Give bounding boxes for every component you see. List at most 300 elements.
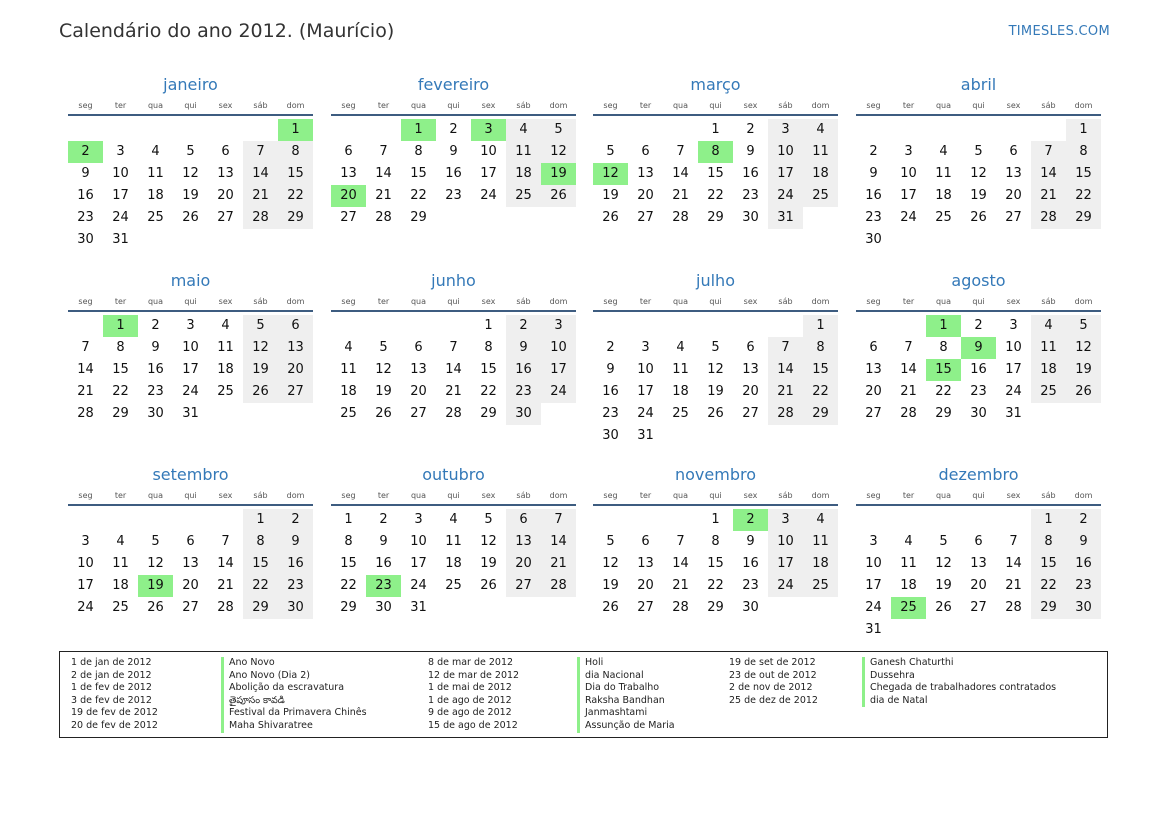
day-cell: 27 [217,210,234,225]
day-cell: 24 [182,384,199,399]
empty-cell [1031,119,1066,141]
day-cell: 4 [939,144,948,159]
weekday-label: sáb [253,101,268,110]
day-cell: 28 [1031,207,1066,229]
day-cell: 6 [221,144,230,159]
day-cell: 25 [672,406,689,421]
weekday-label: dom [1074,491,1093,500]
day-cell: 9 [869,166,878,181]
weekday-label: sex [743,101,758,110]
weekday-label: sex [218,297,233,306]
month-4 [68,270,313,425]
day-cell: 20 [637,188,654,203]
legend-date: 1 de fev de 2012 [71,682,152,694]
day-cell: 30 [742,600,759,615]
day-cell: 29 [410,210,427,225]
day-cell: 18 [506,163,541,185]
legend-date: 23 de out de 2012 [729,669,817,681]
legend-holiday-name: Janmashtami [577,707,675,720]
day-cell: 7 [768,337,803,359]
holiday-day-cell: 8 [698,141,733,163]
weekday-label: sáb [1041,101,1056,110]
weekday-label: sáb [516,491,531,500]
weekday-label: sáb [516,101,531,110]
weekday-label: sáb [516,297,531,306]
day-grid [593,119,838,229]
weekday-label: qua [410,491,427,500]
day-cell: 21 [672,188,689,203]
day-cell: 4 [116,534,125,549]
day-cell: 16 [147,362,164,377]
empty-cell [628,119,663,141]
weekday-label: seg [866,491,881,500]
day-grid [331,119,576,229]
empty-cell [173,509,208,531]
day-cell: 10 [768,531,803,553]
day-cell: 12 [147,556,164,571]
legend-dates-column [729,657,818,707]
day-cell: 22 [243,575,278,597]
day-cell: 3 [768,509,803,531]
day-cell: 11 [1031,337,1066,359]
day-cell: 31 [637,428,654,443]
day-cell: 17 [77,578,94,593]
empty-cell [103,509,138,531]
weekday-label: dom [549,491,568,500]
weekday-label: seg [341,491,356,500]
day-cell: 6 [278,315,313,337]
day-cell: 29 [707,600,724,615]
day-cell: 20 [637,578,654,593]
day-cell: 3 [1009,318,1018,333]
day-cell: 15 [480,362,497,377]
day-cell: 16 [602,384,619,399]
day-cell: 2 [746,122,755,137]
legend-date: 2 de nov de 2012 [729,682,813,694]
weekday-label: dom [286,491,305,500]
holiday-day-cell: 3 [471,119,506,141]
weekday-label: sáb [778,101,793,110]
day-cell: 14 [217,556,234,571]
weekday-label: sáb [253,297,268,306]
day-cell: 24 [637,406,654,421]
day-cell: 13 [1005,166,1022,181]
day-cell: 7 [676,534,685,549]
day-cell: 18 [672,384,689,399]
day-cell: 12 [243,337,278,359]
weekday-header [593,489,838,503]
day-cell: 10 [182,340,199,355]
month-5 [331,270,576,425]
day-cell: 23 [278,575,313,597]
weekday-label: qui [184,101,197,110]
day-cell: 29 [278,207,313,229]
day-cell: 9 [449,144,458,159]
day-cell: 15 [112,362,129,377]
empty-cell [331,119,366,141]
day-cell: 26 [602,210,619,225]
day-cell: 26 [1066,381,1101,403]
day-cell: 23 [147,384,164,399]
weekday-header [68,489,313,503]
day-cell: 24 [541,381,576,403]
day-cell: 28 [375,210,392,225]
day-cell: 18 [803,553,838,575]
day-cell: 21 [1005,578,1022,593]
day-cell: 25 [803,575,838,597]
day-cell: 28 [445,406,462,421]
day-cell: 20 [970,578,987,593]
day-cell: 6 [1009,144,1018,159]
month-name: julho [696,271,735,290]
weekday-label: sex [743,491,758,500]
holiday-day-cell: 25 [891,597,926,619]
day-cell: 28 [672,210,689,225]
day-cell: 10 [865,556,882,571]
holiday-day-cell: 23 [366,575,401,597]
legend-names-column [577,657,675,733]
day-cell: 2 [278,509,313,531]
day-cell: 26 [541,185,576,207]
day-cell: 29 [1066,207,1101,229]
empty-cell [856,119,891,141]
legend-date: 25 de dez de 2012 [729,694,818,706]
day-cell: 11 [147,166,164,181]
weekday-label: qua [147,101,164,110]
legend-date: 1 de ago de 2012 [428,694,512,706]
day-cell: 17 [541,359,576,381]
day-cell: 18 [935,188,952,203]
day-cell: 16 [742,556,759,571]
day-cell: 12 [480,534,497,549]
weekday-label: qua [147,491,164,500]
day-cell: 15 [707,166,724,181]
header-divider [856,504,1101,506]
day-cell: 13 [637,166,654,181]
day-cell: 25 [1031,381,1066,403]
header-divider [68,504,313,506]
day-cell: 24 [768,575,803,597]
weekday-label: qua [672,101,689,110]
weekday-label: qua [410,101,427,110]
weekday-label: sáb [1041,297,1056,306]
brand-link[interactable]: TIMESLES.COM [1008,24,1110,39]
day-cell: 29 [935,406,952,421]
holiday-day-cell: 2 [68,141,103,163]
day-cell: 30 [742,210,759,225]
day-cell: 25 [803,185,838,207]
legend-holiday-name: Festival da Primavera Chinês [221,707,367,720]
day-cell: 30 [278,597,313,619]
day-grid [593,315,838,447]
day-cell: 1 [711,122,720,137]
empty-cell [628,315,663,337]
day-cell: 11 [112,556,129,571]
day-grid [68,119,313,251]
day-cell: 9 [746,534,755,549]
day-cell: 13 [637,556,654,571]
month-name: dezembro [938,465,1019,484]
day-cell: 14 [541,531,576,553]
weekday-label: sex [218,491,233,500]
day-cell: 22 [935,384,952,399]
day-cell: 11 [803,141,838,163]
day-cell: 31 [112,232,129,247]
day-cell: 21 [375,188,392,203]
day-cell: 22 [803,381,838,403]
day-cell: 7 [243,141,278,163]
weekday-header [331,489,576,503]
legend-date: 1 de mai de 2012 [428,682,512,694]
day-grid [331,315,576,425]
empty-cell [208,509,243,531]
weekday-label: seg [78,297,93,306]
day-cell: 30 [506,403,541,425]
day-cell: 4 [506,119,541,141]
day-cell: 3 [541,315,576,337]
month-1 [331,74,576,229]
empty-cell [961,509,996,531]
holiday-day-cell: 19 [138,575,173,597]
empty-cell [243,119,278,141]
day-cell: 26 [375,406,392,421]
day-cell: 19 [602,578,619,593]
weekday-label: ter [902,491,915,500]
day-cell: 4 [151,144,160,159]
day-cell: 4 [344,340,353,355]
day-cell: 21 [900,384,917,399]
day-cell: 24 [480,188,497,203]
day-cell: 16 [506,359,541,381]
day-cell: 22 [707,578,724,593]
weekday-label: dom [1074,101,1093,110]
day-cell: 24 [1005,384,1022,399]
day-cell: 11 [506,141,541,163]
weekday-label: seg [341,101,356,110]
day-cell: 6 [641,534,650,549]
weekday-label: qui [709,297,722,306]
empty-cell [961,119,996,141]
day-cell: 15 [340,556,357,571]
legend-names-column [862,657,1056,707]
day-cell: 10 [541,337,576,359]
day-cell: 1 [243,509,278,531]
day-grid [856,119,1101,251]
weekday-label: qua [672,491,689,500]
legend-holiday-name: Chegada de trabalhadores contratados [862,682,1056,695]
day-cell: 27 [340,210,357,225]
day-cell: 5 [151,534,160,549]
weekday-label: ter [377,297,390,306]
day-cell: 27 [865,406,882,421]
day-cell: 1 [1031,509,1066,531]
day-grid [68,509,313,619]
day-cell: 1 [1066,119,1101,141]
day-cell: 21 [1031,185,1066,207]
day-cell: 28 [900,406,917,421]
weekday-label: sex [743,297,758,306]
day-cell: 6 [186,534,195,549]
day-cell: 4 [221,318,230,333]
day-cell: 5 [606,144,615,159]
day-cell: 2 [869,144,878,159]
day-cell: 8 [243,531,278,553]
day-cell: 8 [344,534,353,549]
month-name: novembro [675,465,756,484]
holiday-day-cell: 1 [103,315,138,337]
day-cell: 13 [217,166,234,181]
holiday-day-cell: 1 [926,315,961,337]
day-cell: 30 [602,428,619,443]
header-divider [856,310,1101,312]
weekday-label: ter [114,101,127,110]
day-cell: 23 [77,210,94,225]
weekday-label: sex [1006,101,1021,110]
legend-date: 3 de fev de 2012 [71,694,152,706]
weekday-header [856,295,1101,309]
day-cell: 11 [445,534,462,549]
day-grid [856,509,1101,641]
empty-cell [628,509,663,531]
day-grid [856,315,1101,425]
empty-cell [173,119,208,141]
legend-date: 19 de set de 2012 [729,657,816,668]
weekday-label: ter [377,491,390,500]
weekday-label: sáb [253,491,268,500]
day-cell: 7 [81,340,90,355]
day-cell: 14 [243,163,278,185]
day-cell: 5 [484,512,493,527]
day-cell: 22 [112,384,129,399]
day-cell: 19 [1066,359,1101,381]
day-cell: 14 [1031,163,1066,185]
empty-cell [663,119,698,141]
legend-date: 19 de fev de 2012 [71,707,158,719]
day-cell: 10 [480,144,497,159]
empty-cell [366,315,401,337]
day-cell: 16 [77,188,94,203]
day-cell: 31 [410,600,427,615]
legend-date: 20 de fev de 2012 [71,719,158,731]
day-cell: 27 [637,210,654,225]
day-cell: 26 [147,600,164,615]
day-cell: 30 [970,406,987,421]
weekday-label: sex [218,101,233,110]
day-cell: 23 [445,188,462,203]
day-cell: 28 [1005,600,1022,615]
weekday-label: qui [184,297,197,306]
weekday-label: dom [286,297,305,306]
day-cell: 13 [742,362,759,377]
day-cell: 27 [970,600,987,615]
weekday-label: sex [481,297,496,306]
empty-cell [138,509,173,531]
day-cell: 7 [221,534,230,549]
day-cell: 27 [506,575,541,597]
day-cell: 2 [449,122,458,137]
day-cell: 27 [742,406,759,421]
month-0 [68,74,313,251]
day-cell: 12 [707,362,724,377]
day-cell: 29 [243,597,278,619]
day-cell: 14 [445,362,462,377]
day-cell: 3 [81,534,90,549]
legend-holiday-name: Raksha Bandhan [577,695,675,708]
day-cell: 20 [742,384,759,399]
day-cell: 8 [278,141,313,163]
day-cell: 5 [243,315,278,337]
day-cell: 8 [484,340,493,355]
weekday-label: ter [902,297,915,306]
day-cell: 25 [112,600,129,615]
day-cell: 6 [641,144,650,159]
day-cell: 26 [182,210,199,225]
weekday-label: ter [902,101,915,110]
day-cell: 11 [900,556,917,571]
header-divider [593,310,838,312]
holiday-day-cell: 1 [278,119,313,141]
weekday-label: qui [447,491,460,500]
day-cell: 3 [768,119,803,141]
day-cell: 29 [340,600,357,615]
day-cell: 7 [904,340,913,355]
weekday-label: ter [639,491,652,500]
weekday-label: qui [972,297,985,306]
day-cell: 8 [803,337,838,359]
day-cell: 5 [939,534,948,549]
day-cell: 13 [410,362,427,377]
weekday-label: seg [78,491,93,500]
weekday-header [331,99,576,113]
day-cell: 5 [974,144,983,159]
day-cell: 23 [506,381,541,403]
day-cell: 26 [602,600,619,615]
month-10 [593,464,838,619]
day-cell: 25 [935,210,952,225]
day-cell: 29 [707,210,724,225]
day-cell: 9 [506,337,541,359]
weekday-label: sex [1006,297,1021,306]
day-cell: 21 [77,384,94,399]
day-cell: 29 [803,403,838,425]
day-cell: 13 [506,531,541,553]
day-cell: 14 [900,362,917,377]
empty-cell [593,119,628,141]
day-cell: 17 [410,556,427,571]
empty-cell [926,119,961,141]
day-cell: 25 [340,406,357,421]
day-cell: 21 [541,553,576,575]
day-cell: 10 [637,362,654,377]
day-cell: 29 [1031,597,1066,619]
day-cell: 25 [506,185,541,207]
empty-cell [208,119,243,141]
day-cell: 3 [641,340,650,355]
day-cell: 13 [278,337,313,359]
day-cell: 4 [676,340,685,355]
day-cell: 14 [672,166,689,181]
day-cell: 16 [970,362,987,377]
day-cell: 23 [1066,575,1101,597]
legend-date: 9 de ago de 2012 [428,707,512,719]
day-cell: 5 [711,340,720,355]
legend-holiday-name: Dussehra [862,670,1056,683]
day-cell: 25 [217,384,234,399]
day-cell: 3 [116,144,125,159]
day-grid [331,509,576,619]
day-cell: 2 [1066,509,1101,531]
day-cell: 5 [379,340,388,355]
